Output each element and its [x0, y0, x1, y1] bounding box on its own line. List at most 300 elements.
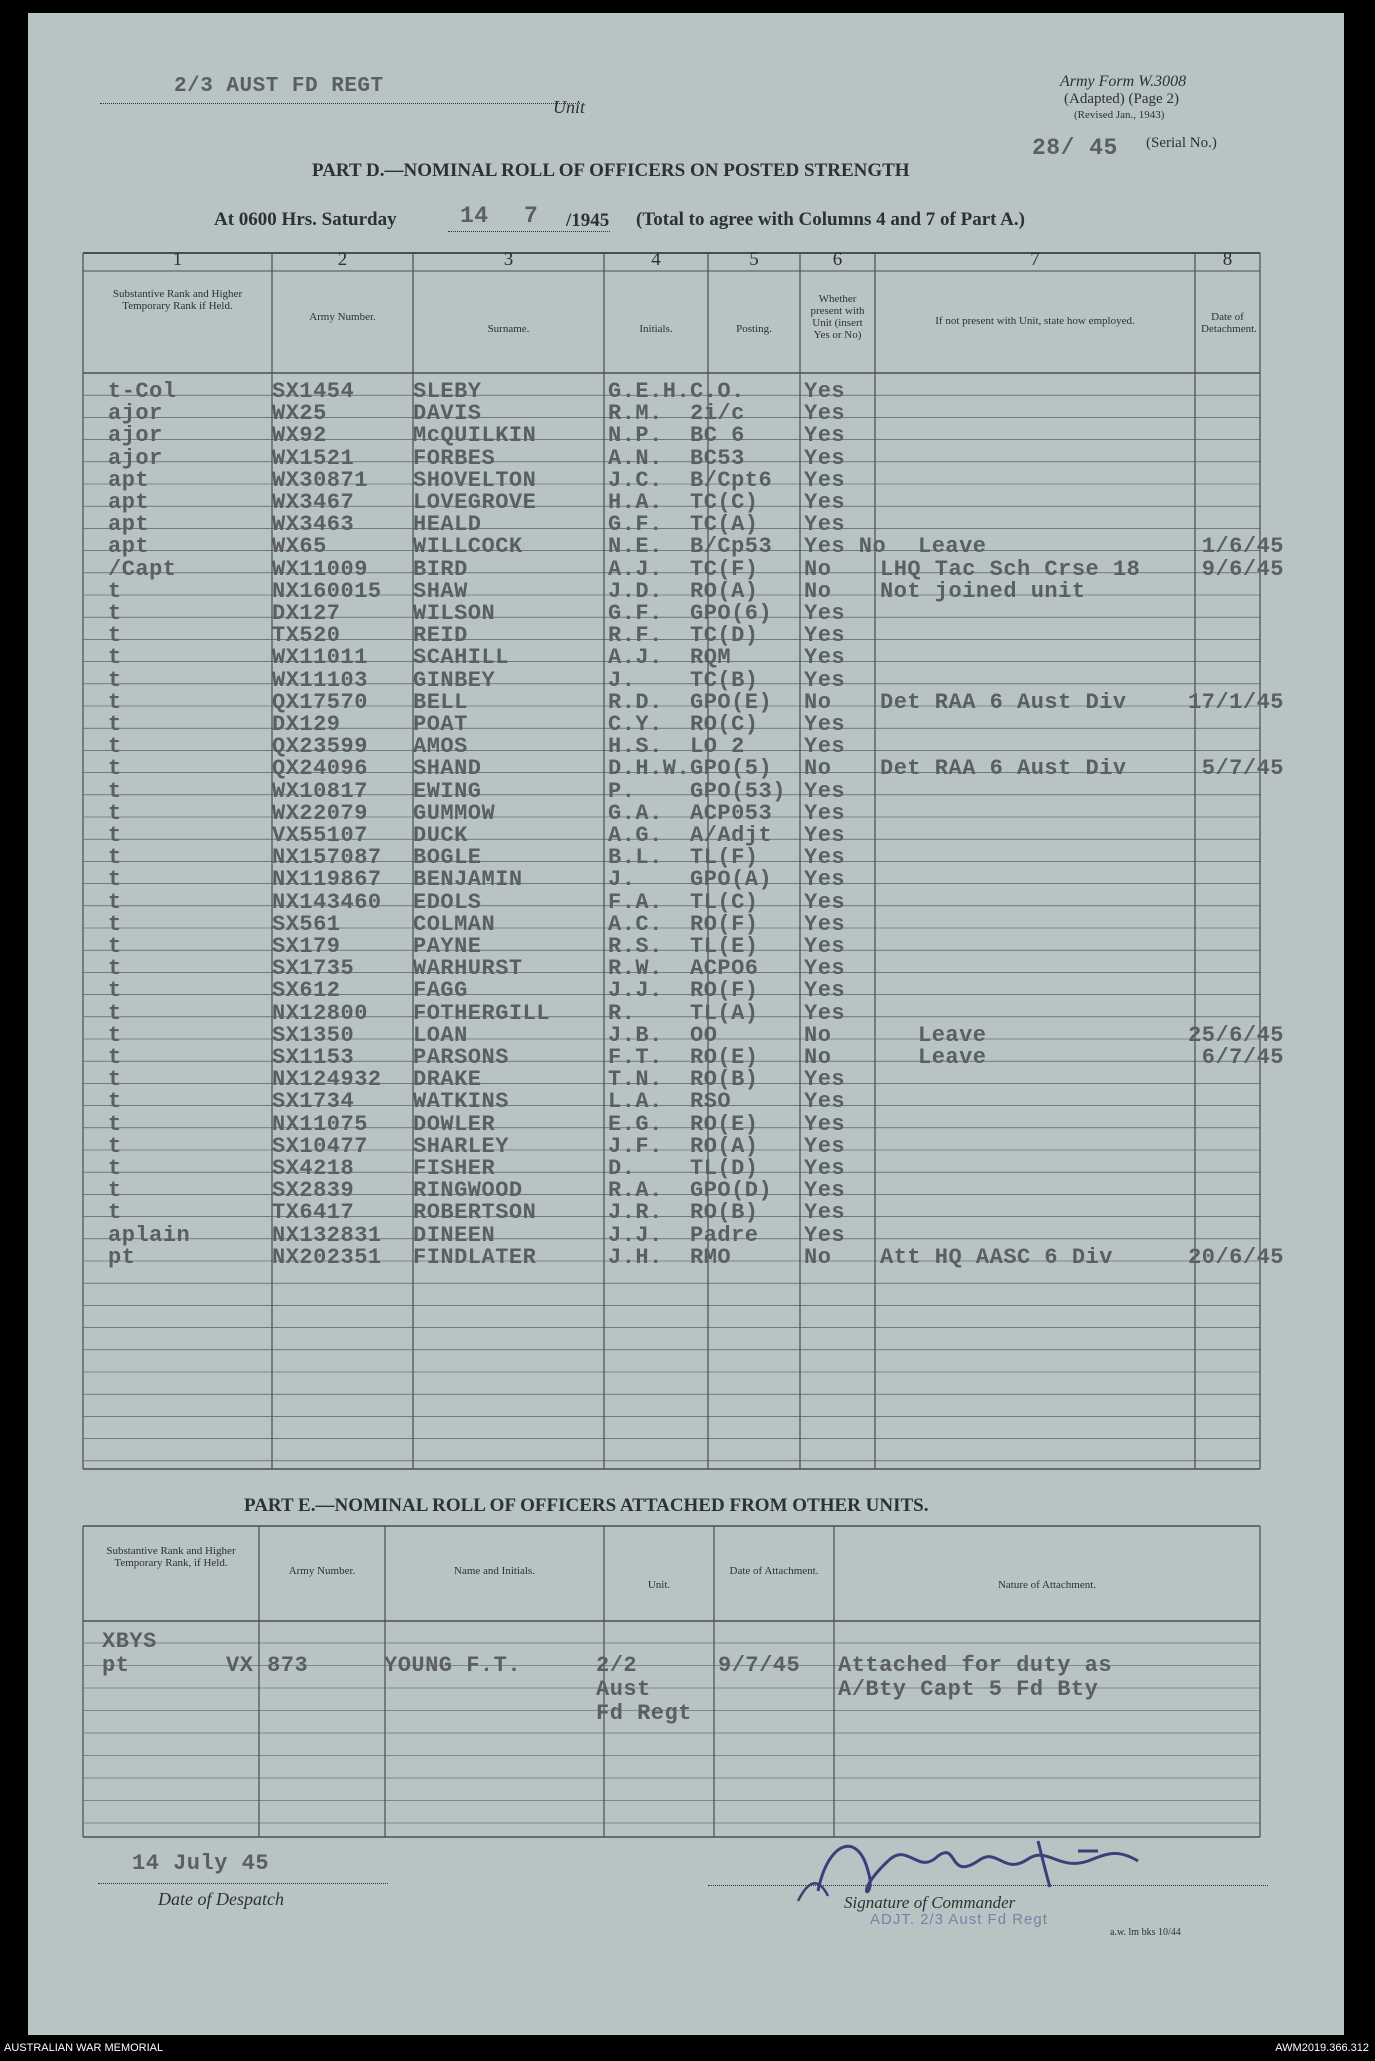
row-initials: A.N. — [608, 445, 663, 471]
row-date: 5/7/45 — [1201, 756, 1284, 782]
row-initials: B.L. — [608, 845, 663, 871]
row-number: TX520 — [272, 623, 341, 649]
row-initials: R.W. — [608, 956, 663, 982]
row-number: DX127 — [272, 601, 341, 626]
row-number: WX1521 — [272, 445, 355, 471]
row-present: Yes — [804, 490, 846, 515]
row-number: SX1153 — [272, 1045, 355, 1070]
row-rank: t — [108, 667, 122, 693]
row-rank: apt — [108, 534, 150, 560]
row-date: 1/6/45 — [1201, 534, 1284, 560]
row-number: NX124932 — [272, 1067, 382, 1093]
column-number-7: 7 — [1030, 249, 1040, 270]
row-initials: D.H.W. — [608, 756, 691, 782]
row-number: WX11103 — [272, 667, 368, 693]
part-d-title: PART D.—NOMINAL ROLL OF OFFICERS ON POSTED STRENGTH — [312, 160, 910, 181]
row-surname: EDOLS — [413, 889, 482, 915]
row-surname: POAT — [413, 712, 468, 737]
row-surname: GINBEY — [413, 667, 496, 693]
row-number: TX6417 — [272, 1200, 355, 1226]
row-number: NX202351 — [272, 1244, 382, 1270]
row-number: WX11009 — [272, 556, 368, 582]
row-present: Yes — [804, 911, 846, 937]
row-employed: Leave — [918, 1045, 987, 1070]
row-number: SX1454 — [272, 379, 355, 404]
row-present: Yes — [804, 401, 846, 427]
row-date: 6/7/45 — [1201, 1045, 1284, 1070]
row-employed: Leave — [918, 534, 987, 560]
row-initials: J.F. — [608, 1133, 663, 1159]
row-employed: LHQ Tac Sch Crse 18 — [880, 556, 1141, 582]
row-posting: C.O. — [690, 379, 745, 404]
row-present: Yes — [804, 601, 846, 626]
part-e-rank-1: XBYS — [102, 1629, 157, 1654]
row-present: Yes — [804, 845, 846, 871]
row-present: Yes — [804, 956, 846, 982]
row-number: SX1734 — [272, 1089, 355, 1115]
row-initials: A.G. — [608, 823, 663, 848]
row-initials: N.E. — [608, 534, 663, 560]
column-header-4: Initials. — [639, 323, 673, 335]
row-posting: B/Cp53 — [690, 534, 773, 560]
row-present: No — [804, 578, 832, 604]
signature-label: Signature of Commander — [844, 1893, 1016, 1912]
row-rank: t — [108, 845, 122, 871]
row-initials: G.F. — [608, 601, 663, 626]
row-number: QX17570 — [272, 689, 368, 715]
row-date: 17/1/45 — [1188, 689, 1284, 715]
row-number: SX1350 — [272, 1022, 355, 1048]
row-rank: t — [108, 823, 122, 848]
row-number: SX561 — [272, 911, 341, 937]
row-present: No — [804, 1045, 832, 1070]
row-posting: RSO — [690, 1089, 732, 1115]
row-initials: R.M. — [608, 401, 663, 427]
row-number: SX1735 — [272, 956, 355, 982]
row-posting: B/Cpt6 — [690, 467, 773, 493]
date-year: /1945 — [566, 210, 610, 231]
row-present: Yes — [804, 623, 846, 649]
row-initials: L.A. — [608, 1089, 663, 1115]
row-initials: D. — [608, 1156, 636, 1181]
row-present: Yes No — [804, 534, 887, 560]
row-number: NX11075 — [272, 1111, 368, 1137]
part-e-header-4: Unit. — [647, 1579, 671, 1591]
row-employed: Det RAA 6 Aust Div — [880, 756, 1127, 782]
row-posting: RO(A) — [690, 1133, 759, 1159]
row-present: Yes — [804, 823, 846, 848]
column-header-7: If not present with Unit, state how employed. — [935, 315, 1135, 327]
row-rank: ajor — [108, 445, 163, 471]
row-number: WX25 — [272, 401, 327, 427]
row-surname: GUMMOW — [413, 800, 496, 826]
row-surname: WARHURST — [413, 956, 523, 982]
row-present: No — [804, 1022, 832, 1048]
column-header-2: Army Number. — [309, 311, 376, 323]
row-posting: BC53 — [690, 445, 745, 471]
row-initials: R.F. — [608, 623, 663, 649]
archive-label: AUSTRALIAN WAR MEMORIAL — [4, 2042, 164, 2054]
column-number-8: 8 — [1222, 249, 1233, 270]
despatch-label: Date of Despatch — [158, 1889, 284, 1909]
row-number: SX2839 — [272, 1178, 355, 1204]
row-present: Yes — [804, 379, 846, 404]
despatch-underline — [98, 1883, 388, 1884]
row-present: Yes — [804, 1089, 846, 1115]
column-number-5: 5 — [749, 249, 759, 270]
row-surname: REID — [413, 623, 468, 649]
row-initials: J.R. — [608, 1200, 663, 1226]
row-initials: J.B. — [608, 1022, 663, 1048]
row-surname: WILLCOCK — [413, 534, 523, 560]
row-surname: HEALD — [413, 512, 482, 538]
row-initials: G.A. — [608, 800, 663, 826]
row-posting: TC(F) — [690, 556, 759, 582]
row-number: DX129 — [272, 712, 341, 737]
row-posting: RQM — [690, 645, 732, 671]
row-present: Yes — [804, 978, 846, 1004]
row-initials: J.J. — [608, 978, 663, 1004]
row-present: Yes — [804, 1111, 846, 1137]
row-rank: t-Col — [108, 379, 177, 404]
row-initials: A.C. — [608, 911, 663, 937]
row-present: Yes — [804, 467, 846, 493]
row-number: QX24096 — [272, 756, 368, 782]
row-surname: DAVIS — [413, 401, 482, 427]
document-sheet — [28, 13, 1344, 2035]
row-posting: RO(C) — [690, 712, 759, 737]
row-present: No — [804, 1244, 832, 1270]
row-surname: FAGG — [413, 978, 468, 1004]
part-e-header-5: Date of Attachment. — [729, 1565, 819, 1577]
row-number: NX157087 — [272, 845, 382, 871]
column-header-5: Posting. — [736, 323, 772, 335]
part-e-unit-1: 2/2 — [596, 1653, 638, 1678]
row-date: 25/6/45 — [1188, 1022, 1284, 1048]
row-rank: ajor — [108, 423, 163, 449]
row-posting: A/Adjt — [690, 823, 773, 848]
row-rank: t — [108, 623, 122, 649]
column-header-3: Surname. — [487, 323, 530, 335]
row-initials: J. — [608, 867, 636, 893]
row-posting: TL(C) — [690, 889, 759, 915]
row-present: Yes — [804, 1133, 846, 1159]
serial-label: (Serial No.) — [1146, 135, 1217, 151]
row-date: 20/6/45 — [1188, 1244, 1284, 1270]
row-initials: E.G. — [608, 1111, 663, 1137]
row-present: Yes — [804, 445, 846, 471]
row-present: Yes — [804, 734, 846, 760]
row-present: Yes — [804, 1067, 846, 1093]
row-initials: R.S. — [608, 934, 663, 959]
part-e-date: 9/7/45 — [718, 1653, 801, 1678]
row-rank: t — [108, 889, 122, 915]
row-number: WX11011 — [272, 645, 368, 671]
part-e-number: VX 873 — [226, 1653, 309, 1678]
row-number: NX12800 — [272, 1000, 368, 1026]
despatch-value: 14 July 45 — [132, 1851, 270, 1876]
row-rank: t — [108, 1089, 122, 1115]
row-present: Yes — [804, 712, 846, 737]
row-rank: t — [108, 1200, 122, 1226]
row-initials: A.J. — [608, 556, 663, 582]
serial-value: 28/ 45 — [1032, 135, 1118, 161]
unit-value: 2/3 AUST FD REGT — [174, 75, 384, 98]
row-surname: AMOS — [413, 734, 468, 760]
row-number: WX92 — [272, 423, 327, 449]
row-present: Yes — [804, 889, 846, 915]
row-rank: t — [108, 800, 122, 826]
row-rank: t — [108, 1133, 122, 1159]
row-employed: Att HQ AASC 6 Div — [880, 1244, 1113, 1270]
row-number: WX10817 — [272, 778, 368, 804]
row-initials: R. — [608, 1000, 636, 1026]
row-surname: EWING — [413, 778, 482, 804]
row-surname: WILSON — [413, 601, 496, 626]
row-surname: SHARLEY — [413, 1133, 509, 1159]
form-line3: (Revised Jan., 1943) — [1074, 109, 1165, 121]
row-posting: RO(F) — [690, 978, 759, 1004]
archive-number: AWM2019.366.312 — [1275, 2042, 1369, 2054]
row-posting: GPO(6) — [690, 601, 773, 626]
row-surname: BIRD — [413, 556, 468, 582]
row-initials: A.J. — [608, 645, 663, 671]
row-initials: G.F. — [608, 512, 663, 538]
row-posting: Padre — [690, 1222, 759, 1248]
row-posting: RO(E) — [690, 1045, 759, 1070]
row-rank: apt — [108, 490, 150, 515]
row-number: WX30871 — [272, 467, 368, 493]
row-surname: DINEEN — [413, 1222, 496, 1248]
row-present: Yes — [804, 1178, 846, 1204]
row-surname: BOGLE — [413, 845, 482, 871]
part-e-nature-2: A/Bty Capt 5 Fd Bty — [838, 1677, 1099, 1702]
row-initials: N.P. — [608, 423, 663, 449]
part-e-header-6: Nature of Attachment. — [997, 1579, 1097, 1591]
row-number: QX23599 — [272, 734, 368, 760]
row-posting: GPO(53) — [690, 778, 786, 804]
adjt-stamp: ADJT. 2/3 Aust Fd Regt — [870, 1911, 1048, 1928]
row-surname: SHAW — [413, 578, 468, 604]
row-surname: LOVEGROVE — [413, 490, 537, 515]
column-number-4: 4 — [651, 249, 661, 270]
row-posting: TC(C) — [690, 490, 759, 515]
row-posting: TC(B) — [690, 667, 759, 693]
row-number: SX10477 — [272, 1133, 368, 1159]
row-surname: SHAND — [413, 756, 482, 782]
archive-footer — [0, 2035, 1375, 2061]
row-present: Yes — [804, 645, 846, 671]
row-surname: McQUILKIN — [413, 423, 537, 449]
row-present: No — [804, 556, 832, 582]
row-number: NX132831 — [272, 1222, 382, 1248]
part-e-header-1: Substantive Rank and Higher Temporary Rank, if Held. — [106, 1545, 236, 1569]
row-rank: t — [108, 1067, 122, 1093]
row-posting: OO — [690, 1022, 718, 1048]
row-rank: t — [108, 1178, 122, 1204]
row-posting: RO(A) — [690, 578, 759, 604]
row-initials: T.N. — [608, 1067, 663, 1093]
part-e-rank-2: pt — [102, 1653, 130, 1678]
row-rank: t — [108, 689, 122, 715]
column-header-8: Date of Detachment. — [1201, 311, 1257, 335]
row-rank: t — [108, 956, 122, 982]
row-posting: RO(E) — [690, 1111, 759, 1137]
row-initials: J.H. — [608, 1244, 663, 1270]
row-rank: t — [108, 712, 122, 737]
row-present: No — [804, 756, 832, 782]
row-rank: t — [108, 1022, 122, 1048]
row-present: Yes — [804, 1000, 846, 1026]
row-posting: GPO(5) — [690, 756, 773, 782]
row-number: WX3463 — [272, 512, 355, 538]
row-posting: TL(E) — [690, 934, 759, 959]
row-present: Yes — [804, 778, 846, 804]
row-rank: t — [108, 578, 122, 604]
row-posting: RO(B) — [690, 1200, 759, 1226]
row-present: Yes — [804, 934, 846, 959]
part-e-unit-3: Fd Regt — [596, 1701, 692, 1726]
printer-code: a.w. lm bks 10/44 — [1110, 1927, 1181, 1938]
row-surname: ROBERTSON — [413, 1200, 537, 1226]
row-initials: H.A. — [608, 490, 663, 515]
row-surname: DRAKE — [413, 1067, 482, 1093]
row-posting: LO 2 — [690, 734, 745, 760]
row-rank: t — [108, 1045, 122, 1070]
row-rank: t — [108, 734, 122, 760]
row-initials: C.Y. — [608, 712, 663, 737]
row-surname: FINDLATER — [413, 1244, 537, 1270]
row-initials: H.S. — [608, 734, 663, 760]
row-initials: F.T. — [608, 1045, 663, 1070]
form-line2: (Adapted) (Page 2) — [1064, 91, 1179, 107]
row-rank: t — [108, 1156, 122, 1181]
column-number-2: 2 — [337, 249, 348, 270]
part-e-header-2: Army Number. — [288, 1565, 356, 1577]
row-number: SX4218 — [272, 1156, 355, 1181]
row-present: Yes — [804, 667, 846, 693]
total-note: (Total to agree with Columns 4 and 7 of Part A.) — [636, 209, 1025, 230]
form-line1: Army Form W.3008 — [1060, 73, 1187, 90]
row-rank: t — [108, 778, 122, 804]
row-posting: TC(A) — [690, 512, 759, 538]
row-posting: TL(F) — [690, 845, 759, 871]
row-employed: Det RAA 6 Aust Div — [880, 689, 1127, 715]
row-number: WX22079 — [272, 800, 368, 826]
row-surname: PARSONS — [413, 1045, 509, 1070]
row-initials: R.A. — [608, 1178, 663, 1204]
row-number: SX179 — [272, 934, 341, 959]
row-rank: t — [108, 601, 122, 626]
date-day: 14 — [460, 203, 489, 229]
row-present: Yes — [804, 1156, 846, 1181]
row-surname: COLMAN — [413, 911, 496, 937]
row-number: WX65 — [272, 534, 327, 560]
row-surname: FORBES — [413, 445, 496, 471]
row-number: NX143460 — [272, 889, 382, 915]
row-rank: t — [108, 934, 122, 959]
part-e-header-3: Name and Initials. — [454, 1565, 535, 1577]
row-rank: aplain — [108, 1222, 191, 1248]
row-number: NX119867 — [272, 867, 382, 893]
row-employed: Not joined unit — [880, 578, 1086, 604]
column-header-1: Substantive Rank and Higher Temporary Rank if Held. — [112, 288, 243, 312]
row-posting: TL(A) — [690, 1000, 759, 1026]
row-rank: t — [108, 911, 122, 937]
column-number-6: 6 — [832, 249, 843, 270]
row-rank: apt — [108, 467, 150, 493]
row-rank: t — [108, 645, 122, 671]
row-posting: GPO(E) — [690, 689, 773, 715]
row-posting: BC 6 — [690, 423, 745, 449]
column-number-3: 3 — [503, 249, 514, 270]
row-posting: GPO(D) — [690, 1178, 773, 1204]
row-rank: t — [108, 756, 122, 782]
at-label: At 0600 Hrs. Saturday — [214, 209, 397, 230]
row-surname: PAYNE — [413, 934, 482, 959]
row-surname: BELL — [413, 689, 468, 715]
row-rank: t — [108, 1000, 122, 1026]
part-e-unit-2: Aust — [596, 1677, 651, 1702]
row-date: 9/6/45 — [1201, 556, 1284, 582]
row-rank: apt — [108, 512, 150, 538]
column-header-6: Whether present with Unit (insert Yes or No) — [810, 293, 865, 341]
unit-label: Unit — [553, 97, 586, 117]
row-surname: FOTHERGILL — [413, 1000, 551, 1026]
row-number: SX612 — [272, 978, 341, 1004]
row-posting: GPO(A) — [690, 867, 773, 893]
row-present: Yes — [804, 512, 846, 538]
row-present: Yes — [804, 1200, 846, 1226]
row-rank: t — [108, 867, 122, 893]
row-number: WX3467 — [272, 490, 355, 515]
column-number-1: 1 — [172, 249, 183, 270]
row-surname: SCAHILL — [413, 645, 509, 671]
row-rank: pt — [108, 1244, 136, 1270]
part-e-name: YOUNG F.T. — [384, 1653, 522, 1678]
row-initials: J.D. — [608, 578, 663, 604]
row-surname: LOAN — [413, 1022, 468, 1048]
part-e-nature-1: Attached for duty as — [838, 1653, 1113, 1678]
row-surname: DUCK — [413, 823, 468, 848]
row-posting: 2i/c — [690, 401, 745, 427]
row-posting: TC(D) — [690, 623, 759, 649]
row-posting: RO(F) — [690, 911, 759, 937]
row-initials: P. — [608, 778, 636, 804]
row-posting: TL(D) — [690, 1156, 759, 1181]
row-rank: /Capt — [108, 556, 177, 582]
row-employed: Leave — [918, 1022, 987, 1048]
row-surname: RINGWOOD — [413, 1178, 523, 1204]
row-surname: SHOVELTON — [413, 467, 537, 493]
row-initials: G.E.H. — [608, 379, 691, 404]
row-posting: RO(B) — [690, 1067, 759, 1093]
row-initials: R.D. — [608, 689, 663, 715]
row-rank: t — [108, 1111, 122, 1137]
row-surname: SLEBY — [413, 379, 482, 404]
row-posting: ACPO6 — [690, 956, 759, 982]
row-rank: t — [108, 978, 122, 1004]
row-surname: DOWLER — [413, 1111, 496, 1137]
row-posting: ACP053 — [690, 800, 773, 826]
row-initials: J.J. — [608, 1222, 663, 1248]
row-initials: J. — [608, 667, 636, 693]
row-initials: J.C. — [608, 467, 663, 493]
row-present: Yes — [804, 1222, 846, 1248]
row-rank: ajor — [108, 401, 163, 427]
row-number: NX160015 — [272, 578, 382, 604]
row-number: VX55107 — [272, 823, 368, 848]
